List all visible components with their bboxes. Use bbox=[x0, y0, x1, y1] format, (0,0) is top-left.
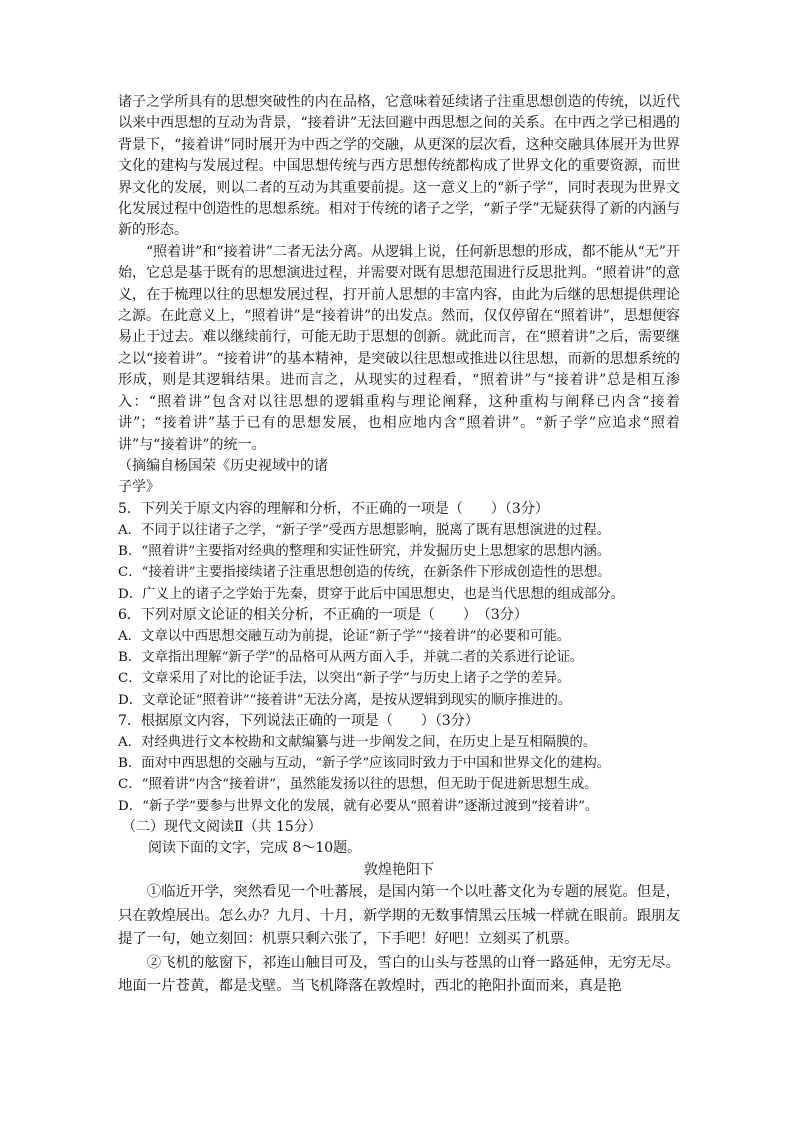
section-two bbox=[118, 817, 680, 999]
question-6 bbox=[118, 605, 680, 711]
option-d: D．文章论证“照着讲”“接着讲”无法分离，是按从逻辑到现实的顺序推进的。 bbox=[118, 692, 572, 708]
question-7 bbox=[118, 711, 680, 817]
essay-paragraph-2: ②飞机的舷窗下，祁连山触目可及，雪白的山头与苍黑的山脊一路延伸，无穷无尽。地面一片苍黄，都是戈壁。当飞机降落在敦煌时，西北的艳阳扑面而来，真是艳 bbox=[118, 954, 680, 995]
essay-body bbox=[118, 881, 680, 999]
passage-paragraph-2: “照着讲”和“接着讲”二者无法分离。从逻辑上说，任何新思想的形成，都不能从“无”开始，它总是基于既有的思想演进过程，并需要对既有思想范围进行反思批判。“照着讲”的意义，在于梳理以往的思想发展过程，打开前人思想的丰富内容，由此为后继的思想提供理论之源。在此意义上，“照着讲”是“接着讲”的出发点。然而，仅仅停留在“照着讲”，思想便容易止于过去。难以继续前行，可能无助于思想的创新。就此而言，在“照着讲”之后，需要继之以“接着讲”。“接着讲”的基本精神，是突破以往思想或推进以往思想，而新的思想系统的形成，则是其逻辑结果。进而言之，从现实的过程看，“照着讲”与“接着讲”总是相互渗入：“照着讲”包含对以往思想的逻辑重构与理论阐释，这种重构与阐释已内含“接着讲”；“接着讲”基于已有的思想发展，也相应地内含“照着讲”。“新子学”应追求“照着讲”与“接着讲”的统一。 bbox=[118, 243, 680, 453]
option-a: A．对经典进行文本校勘和文献编纂与进一步阐发之间，在历史上是互相隔膜的。 bbox=[118, 734, 597, 750]
section-heading: （二）现代文阅读Ⅱ（共 15分） bbox=[122, 818, 322, 835]
option-c: C．“照着讲”内含“接着讲”，虽然能发扬以往的思想，但无助于促进新思想生成。 bbox=[118, 777, 598, 793]
section-instruction: 阅读下面的文字，完成 8～10题。 bbox=[148, 839, 362, 856]
option-c: C．文章采用了对比的论证手法，以突出“新子学”与历史上诸子之学的差异。 bbox=[118, 671, 571, 687]
option-b: B．文章指出理解“新子学”的品格可从两方面入手，并就二者的关系进行论证。 bbox=[118, 650, 584, 666]
passage-paragraph-1: 诸子之学所具有的思想突破性的内在品格，它意味着延续诸子注重思想创造的传统，以近代以来中西思想的互动为背景，“接着讲”无法回避中西思想之间的关系。在中西之学已相遇的背景下，“接着讲”同时展开为中西之学的交融，从更深的层次看，这种交融具体展开为世界文化的建构与发展过程。中国思想传统与西方思想传统都构成了世界文化的重要资源，而世界文化的发展，则以二者的互动为其重要前提。这一意义上的“新子学”，同时表现为世界文化发展过程中创造性的思想系统。相对于传统的诸子之学，“新子学”无疑获得了新的内涵与新的形态。 bbox=[118, 94, 680, 239]
exam-page bbox=[118, 92, 680, 999]
source-citation-tail: 子学》 bbox=[118, 479, 160, 496]
option-c: C．“接着讲”主要指接续诸子注重思想创造的传统，在新条件下形成创造性的思想。 bbox=[118, 565, 611, 581]
option-d: D．“新子学”要参与世界文化的发展，就有必要从“照着讲”逐渐过渡到“接着讲”。 bbox=[118, 798, 599, 814]
essay-paragraph-1: ①临近开学，突然看见一个吐蕃展，是国内第一个以吐蕃文化为专题的展览。但是，只在敦煌展出。怎么办？九月、十月，新学期的无数事情黑云压城一样就在眼前。跟朋友提了一句，她立刻回：机票只剩六张了，下手吧！好吧！立刻买了机票。 bbox=[118, 884, 680, 948]
question-stem: 5．下列关于原文内容的理解和分析，不正确的一项是（ ）（3分） bbox=[118, 500, 549, 517]
essay-title: 敦煌艳阳下 bbox=[364, 862, 434, 879]
source-citation: （摘编自杨国荣《历史视域中的诸 bbox=[118, 457, 328, 474]
option-a: A．不同于以往诸子之学，“新子学”受西方思想影响，脱离了既有思想演进的过程。 bbox=[118, 522, 611, 538]
question-stem: 6．下列对原文论证的相关分析，不正确的一项是（ ） （3分） bbox=[118, 606, 528, 623]
question-5 bbox=[118, 499, 680, 605]
option-b: B．“照着讲”主要指对经典的整理和实证性研究，并发掘历史上思想家的思想内涵。 bbox=[118, 544, 611, 560]
question-stem: 7．根据原文内容，下列说法正确的一项是（ ）（3分） bbox=[118, 712, 479, 729]
option-d: D．广义上的诸子之学始于先秦，贯穿于此后中国思想史，也是当代思想的组成部分。 bbox=[118, 586, 625, 602]
option-b: B．面对中西思想的交融与互动，“新子学”应该同时致力于中国和世界文化的建构。 bbox=[118, 756, 611, 772]
option-a: A．文章以中西思想交融互动为前提，论证“新子学”“接着讲”的必要和可能。 bbox=[118, 628, 571, 644]
reading-passage bbox=[118, 92, 680, 499]
